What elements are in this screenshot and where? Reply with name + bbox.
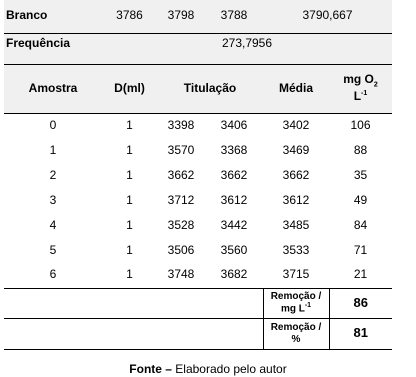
remocao-pct-label-line2: % [291, 333, 301, 345]
remocao-mg-row [4, 288, 392, 318]
cell-titulacao-1: 3662 [167, 167, 195, 182]
header-mg-unit: L [353, 88, 362, 103]
cell-media: 3662 [282, 167, 310, 182]
header-media: Média [263, 64, 329, 113]
remocao-mg-value: 86 [329, 288, 392, 318]
cell-media: 3533 [282, 242, 310, 257]
branco-value-1: 3786 [102, 0, 157, 33]
frequencia-label: Frequência [4, 33, 102, 64]
branco-value-2: 3798 [157, 0, 205, 33]
remocao-pct-value: 81 [329, 318, 392, 349]
cell-d-ml: 1 [126, 117, 133, 132]
cell-titulacao-2: 3682 [220, 267, 248, 282]
table-row [4, 163, 392, 188]
header-row [4, 64, 392, 113]
header-mg-o2-per-l [329, 64, 392, 113]
header-titulacao: Titulação [157, 64, 263, 113]
table-row [4, 138, 392, 163]
table-row [4, 263, 392, 288]
cell-titulacao-2: 3406 [220, 117, 248, 132]
remocao-pct-label-line1: Remoção / [270, 322, 322, 333]
cell-amostra: 4 [49, 217, 57, 232]
table-row [4, 113, 392, 138]
cell-amostra: 0 [49, 117, 57, 132]
cell-d-ml: 1 [126, 167, 133, 182]
header-mg-sup: -1 [361, 89, 368, 97]
cell-titulacao-1: 3748 [167, 267, 195, 282]
branco-label: Branco [4, 0, 102, 33]
remocao-pct-row [4, 318, 392, 349]
cell-mg-o2: 106 [350, 117, 371, 132]
results-table [4, 0, 392, 350]
cell-mg-o2: 35 [353, 167, 368, 182]
cell-titulacao-1: 3570 [167, 142, 195, 157]
cell-titulacao-2: 3662 [220, 167, 248, 182]
cell-media: 3612 [282, 192, 310, 207]
cell-mg-o2: 21 [353, 267, 368, 282]
cell-d-ml: 1 [126, 242, 133, 257]
header-dml: D(ml) [102, 64, 157, 113]
source-text: Elaborado pelo autor [171, 362, 287, 376]
cell-titulacao-2: 3612 [220, 192, 248, 207]
remocao-mg-label-line2: mg L [280, 303, 305, 315]
remocao-mg-label [263, 288, 329, 318]
remocao-mg-label-sup: -1 [304, 302, 312, 310]
cell-mg-o2: 71 [353, 242, 368, 257]
cell-media: 3402 [282, 117, 310, 132]
branco-value-3: 3788 [205, 0, 263, 33]
remocao-pct-label [263, 318, 329, 349]
cell-titulacao-1: 3506 [167, 242, 195, 257]
cell-amostra: 6 [49, 267, 57, 282]
cell-titulacao-2: 3368 [220, 142, 248, 157]
frequencia-value: 273,7956 [102, 33, 392, 64]
cell-mg-o2: 84 [353, 217, 368, 232]
table-row [4, 238, 392, 263]
table-row [4, 213, 392, 238]
branco-row [4, 0, 392, 33]
cell-amostra: 5 [49, 242, 57, 257]
table-row [4, 188, 392, 213]
source-prefix: Fonte – [129, 362, 172, 376]
cell-d-ml: 1 [126, 267, 133, 282]
cell-titulacao-2: 3442 [220, 217, 248, 232]
cell-mg-o2: 88 [353, 142, 368, 157]
cell-d-ml: 1 [126, 142, 133, 157]
header-mg-sub: 2 [373, 81, 378, 89]
remocao-mg-label-line1: Remoção / [270, 290, 322, 302]
cell-media: 3469 [282, 142, 310, 157]
cell-d-ml: 1 [126, 192, 133, 207]
cell-titulacao-1: 3398 [167, 117, 195, 132]
cell-amostra: 2 [49, 167, 57, 182]
source-caption [0, 362, 416, 376]
header-amostra: Amostra [4, 64, 102, 113]
cell-titulacao-1: 3528 [167, 217, 195, 232]
cell-mg-o2: 49 [353, 192, 368, 207]
branco-media: 3790,667 [263, 0, 392, 33]
header-mg-main: mg O [343, 72, 374, 87]
cell-d-ml: 1 [126, 217, 133, 232]
cell-amostra: 1 [49, 142, 57, 157]
cell-titulacao-2: 3560 [220, 242, 248, 257]
cell-media: 3485 [282, 217, 310, 232]
cell-media: 3715 [282, 267, 310, 282]
frequencia-row [4, 33, 392, 64]
cell-titulacao-1: 3712 [167, 192, 195, 207]
cell-amostra: 3 [49, 192, 57, 207]
